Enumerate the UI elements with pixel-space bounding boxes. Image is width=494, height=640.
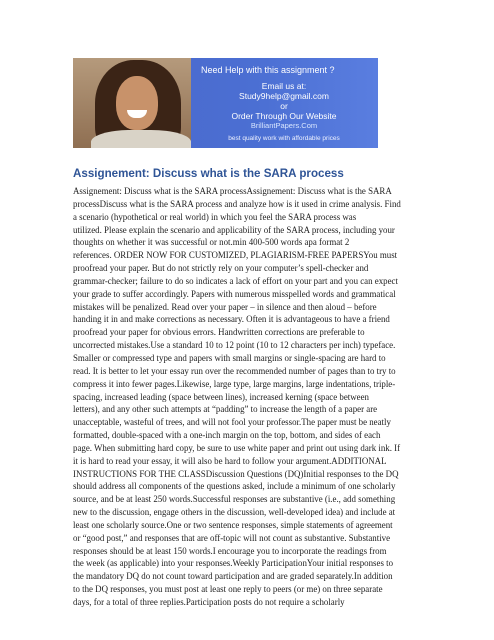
- banner-photo: [73, 58, 191, 148]
- banner-tagline: best quality work with affordable prices: [228, 135, 340, 142]
- ad-banner[interactable]: [73, 58, 378, 148]
- document-title: Assignement: Discuss what is the SARA process: [73, 167, 344, 180]
- banner-or: or: [280, 101, 288, 111]
- banner-email-label: Email us at:: [261, 81, 307, 91]
- banner-headline: Need Help with this assignment ?: [201, 65, 335, 75]
- photo-shirt: [91, 130, 191, 148]
- photo-face: [116, 76, 158, 130]
- banner-website-link[interactable]: BrilliantPapers.Com: [250, 121, 318, 130]
- banner-email[interactable]: Study9help@gmail.com: [239, 91, 329, 101]
- document-body: Assignement: Discuss what is the SARA processAssignement: Discuss what is the SARA processDiscuss what is the SARA process and analyze how is it used in crime analysis. Find a scenario (hypothetical or real world) in which you feel the SARA process was utilized. Please explain the scenario and applicability of the SARA process, including your thoughts on whether it was successful or not.min 400-500 words apa format 2 references. ORDER NOW FOR CUSTOMIZED, PLAGIARISM-FREE PAPERSYou must proofread your paper. But do not strictly rely on your computer’s spell-checker and grammar-checker; failure to do so indicates a lack of effort on your part and you can expect your grade to suffer accordingly. Papers with numerous misspelled words and grammatical mistakes will be penalized. Read over your paper – in silence and then aloud – before handing it in and make corrections as necessary. Often it is advantageous to have a friend proofread your paper for obvious errors. Handwritten corrections are preferable to uncorrected mistakes.Use a standard 10 to 12 point (10 to 12 characters per inch) typeface. Smaller or compressed type and papers with small margins or single-spacing are hard to read. It is better to let your essay run over the recommended number of pages than to try to compress it into fewer pages.Likewise, large type, large margins, large indentations, triple- spacing, increased leading (space between lines), increased kerning (space between letters), and any other such attempts at “padding” to increase the length of a paper are unacceptable, wasteful of trees, and will not fool your professor.The paper must be neatly formatted, double-spaced with a one-inch margin on the top, bottom, and sides of each page. When submitting hard copy, be sure to use white paper and print out using dark ink. If it is hard to read your essay, it will also be hard to follow your argument.ADDITIONAL INSTRUCTIONS FOR THE CLASSDiscussion Questions (DQ)Initial responses to the DQ should address all components of the questions asked, include a minimum of one scholarly source, and be at least 250 words.Successful responses are substantive (i.e., add something new to the discussion, engage others in the discussion, well-developed idea) and include at least one scholarly source.One or two sentence responses, simple statements of agreement or “good post,” and responses that are off-topic will not count as substantive. Substantive responses should be at least 150 words.I encourage you to incorporate the readings from the week (as applicable) into your responses.Weekly ParticipationYour initial responses to the mandatory DQ do not count toward participation and are graded separately.In addition to the DQ responses, you must post at least one reply to peers (or me) on three separate days, for a total of three replies.Participation posts do not require a scholarly: [73, 186, 401, 607]
- banner-order-text: Order Through Our Website: [231, 111, 337, 121]
- banner-text: [195, 64, 373, 143]
